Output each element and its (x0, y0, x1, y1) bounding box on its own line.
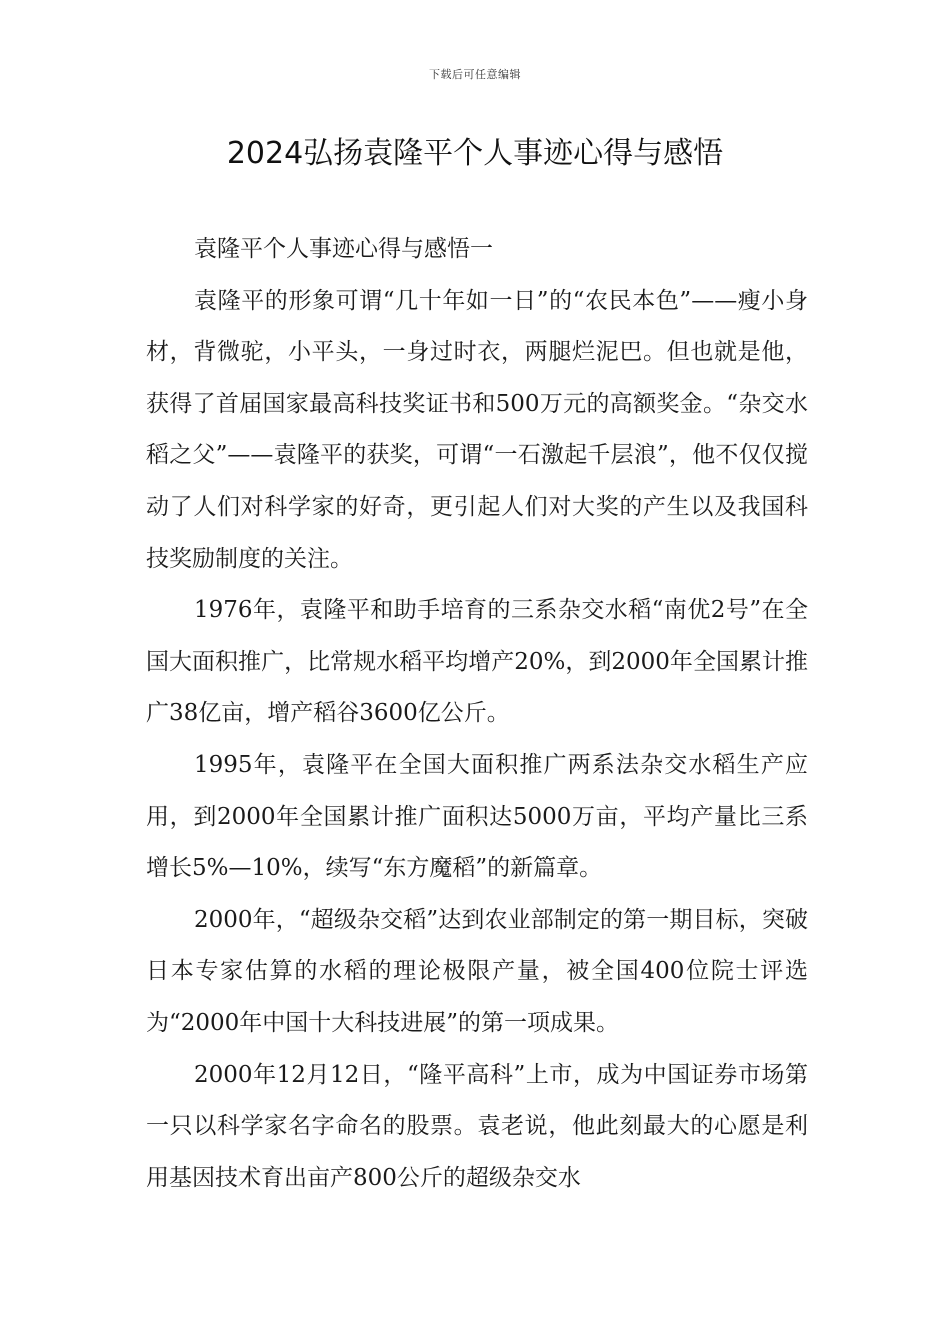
paragraph: 袁隆平的形象可谓“几十年如一日”的“农民本色”——瘦小身材，背微驼，小平头，一身过时衣，两腿烂泥巴。但也就是他，获得了首届国家最高科技奖证书和500万元的高额奖金。“杂交水稻之父”——袁隆平的获奖，可谓“一石激起千层浪”，他不仅仅搅动了人们对科学家的好奇，更引起人们对大奖的产生以及我国科技奖励制度的关注。 (146, 287, 808, 572)
paragraph: 1976年，袁隆平和助手培育的三系杂交水稻“南优2号”在全国大面积推广，比常规水稻平均增产20%，到2000年全国累计推广38亿亩，增产稻谷3600亿公斤。 (146, 597, 808, 727)
paragraph-subtitle: 袁隆平个人事迹心得与感悟一 (194, 236, 493, 262)
header-note: 下载后可任意编辑 (429, 68, 521, 81)
article-body (146, 224, 808, 1204)
paragraph: 2000年，“超级杂交稻”达到农业部制定的第一期目标，突破日本专家估算的水稻的理论极限产量，被全国400位院士评选为“2000年中国十大科技进展”的第一项成果。 (146, 906, 808, 1036)
page-title: 2024弘扬袁隆平个人事迹心得与感悟 (226, 136, 724, 171)
paragraph: 1995年，袁隆平在全国大面积推广两系法杂交水稻生产应用，到2000年全国累计推广面积达5000万亩，平均产量比三系增长5%—10%，续写“东方魔稻”的新篇章。 (146, 751, 808, 882)
paragraph: 2000年12月12日，“隆平高科”上市，成为中国证券市场第一只以科学家名字命名的股票。袁老说，他此刻最大的心愿是利用基因技术育出亩产800公斤的超级杂交水 (146, 1061, 808, 1191)
